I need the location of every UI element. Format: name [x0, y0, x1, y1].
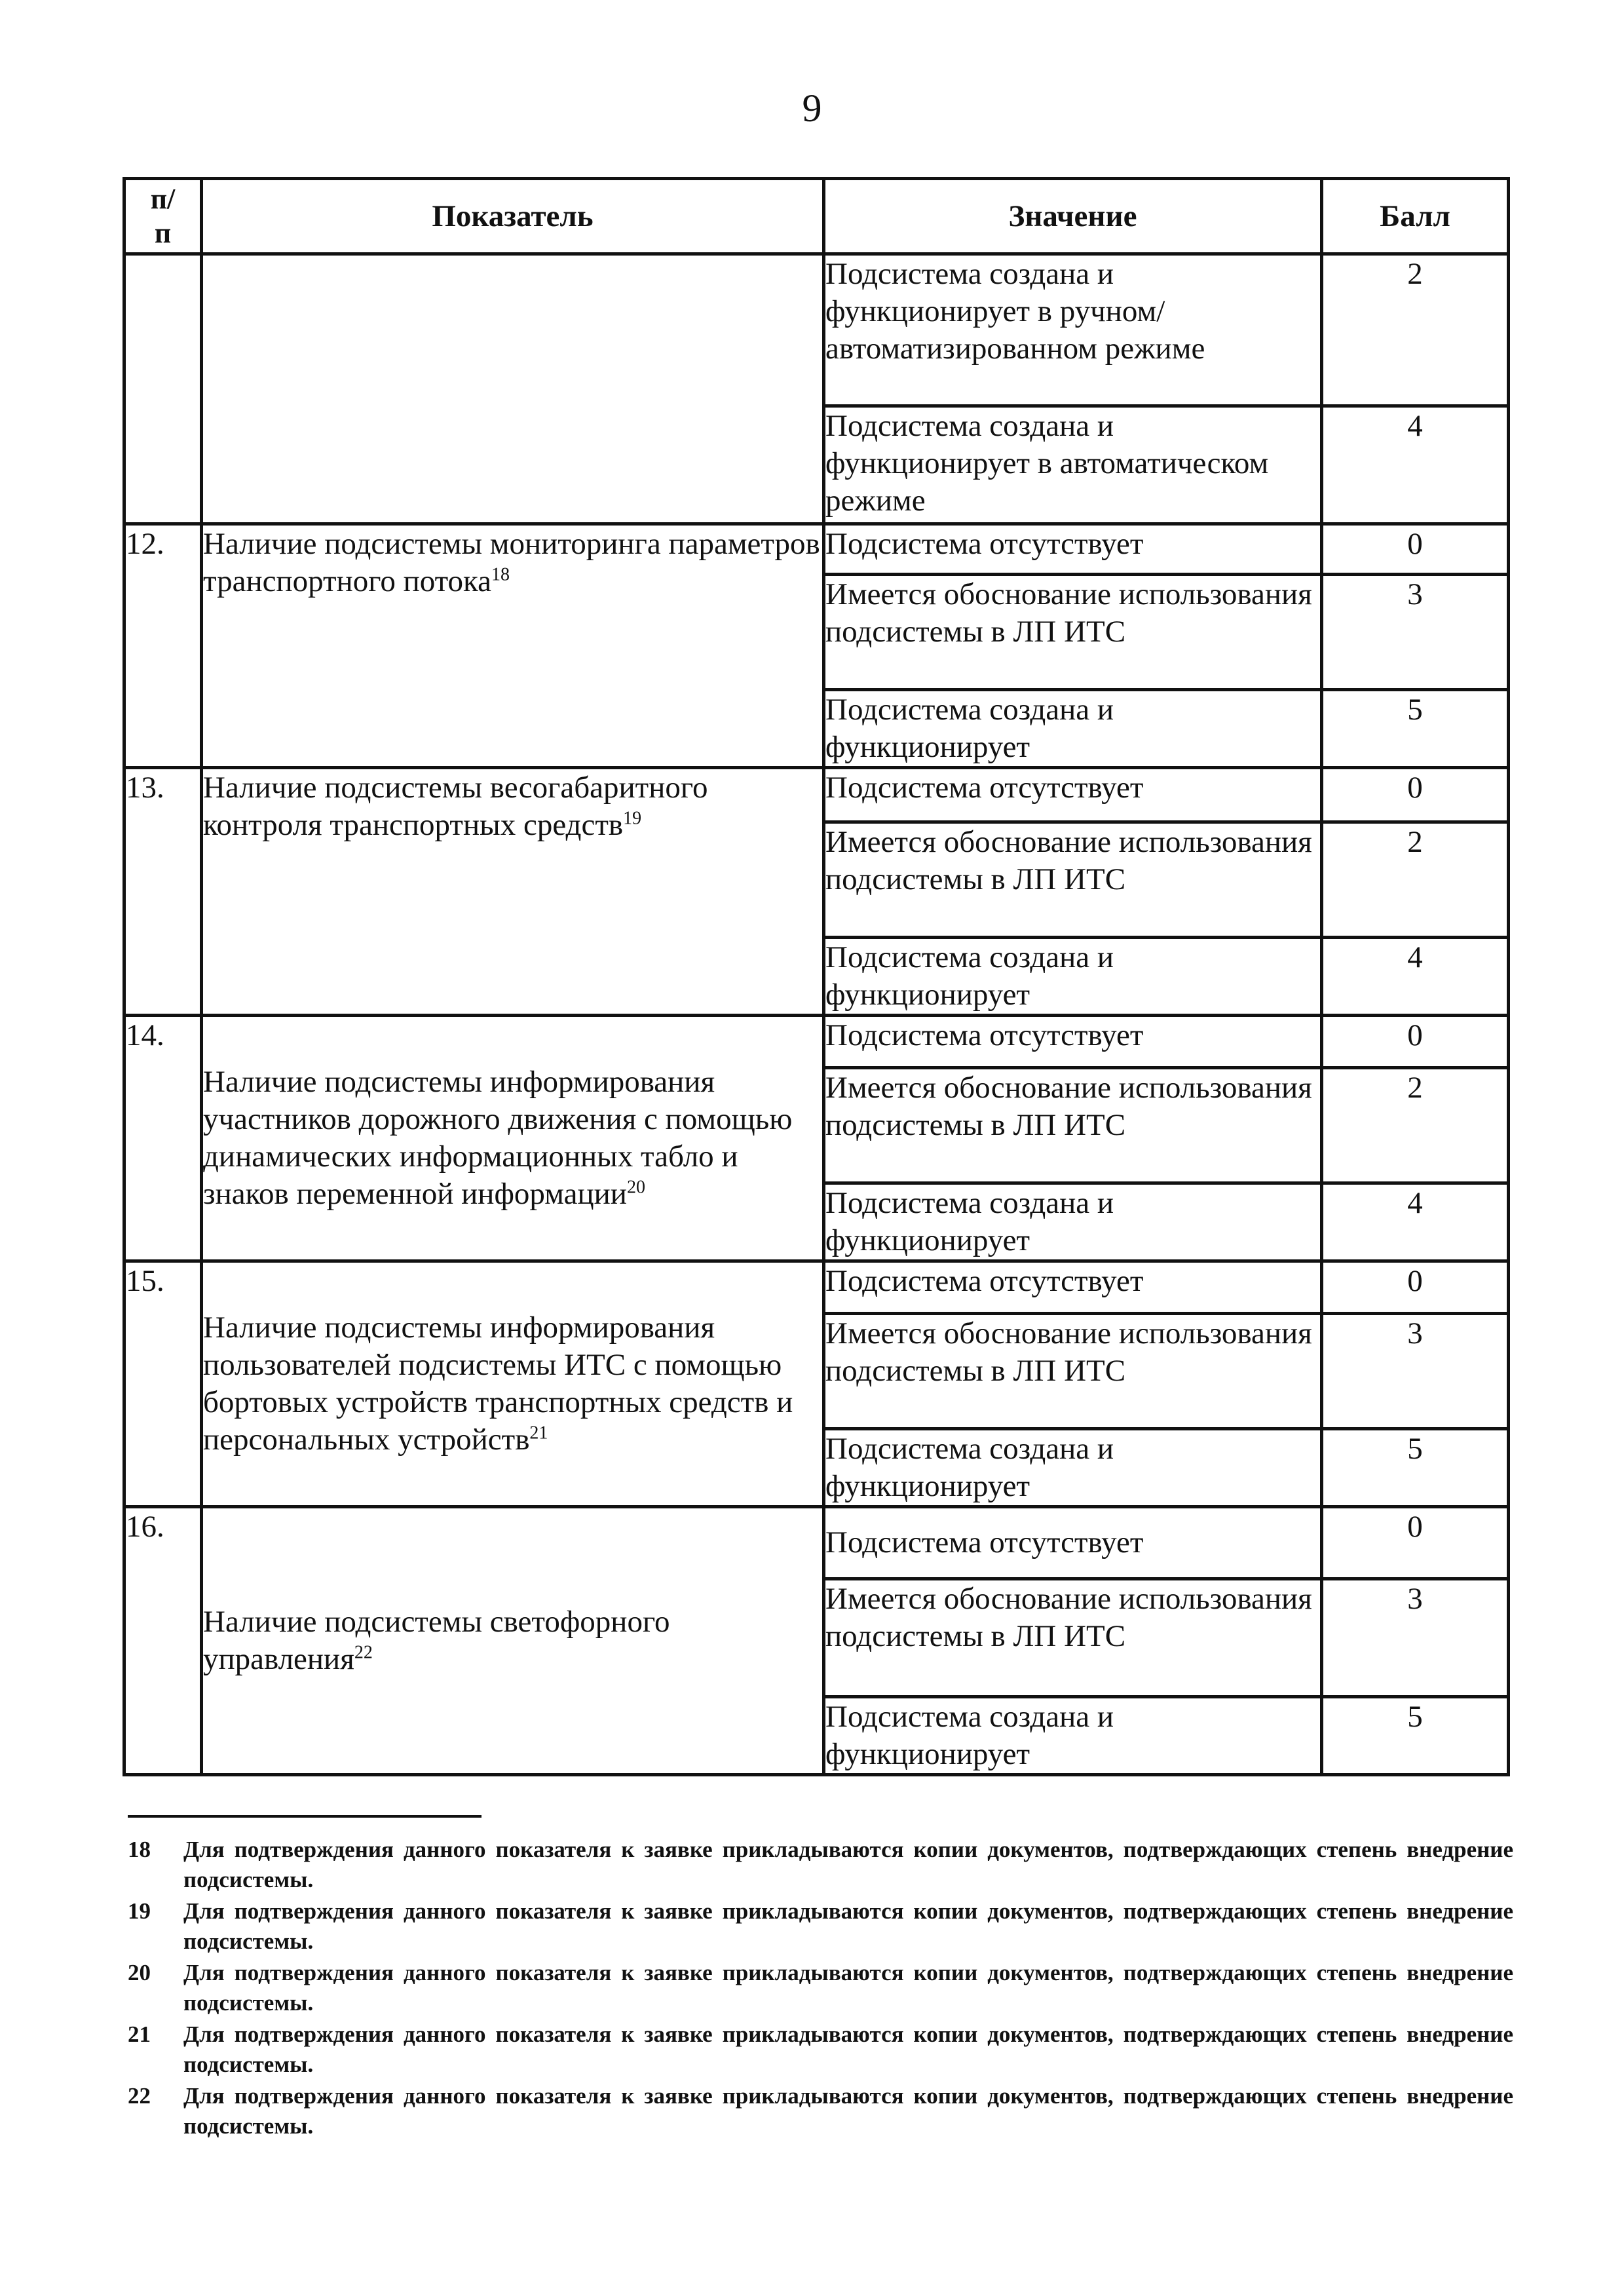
indicator-text: Наличие подсистемы светофорного управления: [203, 1605, 670, 1676]
score-cell: 3: [1322, 1314, 1509, 1429]
score-cell: 5: [1322, 1429, 1509, 1507]
footnote-number: 21: [128, 2021, 151, 2047]
value-cell: Подсистема создана и функционирует: [824, 690, 1322, 768]
footnote-number: 22: [128, 2083, 151, 2109]
value-cell: Подсистема отсутствует: [824, 768, 1322, 822]
footnote-ref: 22: [354, 1642, 373, 1663]
table-row: [124, 524, 1509, 575]
score-cell: 2: [1322, 254, 1509, 406]
score-cell: 5: [1322, 690, 1509, 768]
table-row: [124, 1261, 1509, 1314]
table-row: [124, 768, 1509, 822]
value-cell: Подсистема отсутствует: [824, 1507, 1322, 1579]
score-cell: 4: [1322, 938, 1509, 1016]
criteria-table: [123, 177, 1510, 1776]
header-number-line2: п: [154, 217, 172, 249]
value-cell: Подсистема создана и функционирует: [824, 1429, 1322, 1507]
indicator-cell: [202, 524, 824, 768]
footnote-ref: 19: [623, 808, 642, 829]
header-number-line1: п/: [150, 183, 176, 215]
indicator-cell: [202, 1261, 824, 1507]
footnote: [128, 1835, 1513, 1895]
continuation-number-cell: [124, 254, 202, 524]
score-cell: 2: [1322, 822, 1509, 938]
footnote-ref: 18: [491, 564, 510, 585]
indicator-text: Наличие подсистемы весогабаритного контроля транспортных средств: [203, 771, 708, 842]
row-number: 12.: [124, 524, 202, 768]
value-cell: Подсистема отсутствует: [824, 524, 1322, 575]
row-number: 15.: [124, 1261, 202, 1507]
score-cell: 0: [1322, 1261, 1509, 1314]
footnote-text: Для подтверждения данного показателя к заявке прикладываются копии документов, подтверждающих степень внедрение подсистемы.: [183, 1960, 1513, 2016]
value-cell: Имеется обоснование использования подсистемы в ЛП ИТС: [824, 1579, 1322, 1697]
table-row: [124, 1016, 1509, 1068]
score-cell: 4: [1322, 1183, 1509, 1261]
score-cell: 5: [1322, 1697, 1509, 1775]
score-cell: 0: [1322, 1016, 1509, 1068]
score-cell: 0: [1322, 1507, 1509, 1579]
score-cell: 3: [1322, 1579, 1509, 1697]
value-cell: Подсистема создана и функционирует: [824, 1697, 1322, 1775]
page-number: 9: [802, 86, 822, 130]
indicator-cell: [202, 768, 824, 1016]
header-number: [124, 179, 202, 254]
table-header-row: [124, 179, 1509, 254]
footnote: [128, 2081, 1513, 2141]
score-cell: 0: [1322, 768, 1509, 822]
footnote-number: 19: [128, 1898, 151, 1924]
indicator-text: Наличие подсистемы информирования пользователей подсистемы ИТС с помощью бортовых устройств транспортных средств и персональных устройств: [203, 1311, 793, 1457]
value-cell: Имеется обоснование использования подсистемы в ЛП ИТС: [824, 1068, 1322, 1183]
value-cell: Подсистема отсутствует: [824, 1016, 1322, 1068]
value-cell: Подсистема создана и функционирует: [824, 1183, 1322, 1261]
value-cell: Подсистема создана и функционирует: [824, 938, 1322, 1016]
table-row: [124, 1507, 1509, 1579]
score-cell: 0: [1322, 524, 1509, 575]
value-cell: Подсистема создана и функционирует в автоматическом режиме: [824, 406, 1322, 524]
score-cell: 3: [1322, 575, 1509, 690]
row-number: 14.: [124, 1016, 202, 1261]
footnote-text: Для подтверждения данного показателя к заявке прикладываются копии документов, подтверждающих степень внедрение подсистемы.: [183, 1898, 1513, 1954]
footnote-ref: 21: [529, 1423, 548, 1444]
indicator-text: Наличие подсистемы информирования участников дорожного движения с помощью динамических информационных табло и знаков переменной информации: [203, 1065, 793, 1211]
value-cell: Имеется обоснование использования подсистемы в ЛП ИТС: [824, 822, 1322, 938]
footnote-number: 18: [128, 1837, 151, 1862]
header-value: Значение: [824, 179, 1322, 254]
indicator-cell: [202, 1016, 824, 1261]
value-cell: Подсистема создана и функционирует в ручном/автоматизированном режиме: [824, 254, 1322, 406]
score-cell: 2: [1322, 1068, 1509, 1183]
continuation-indicator-cell: [202, 254, 824, 524]
value-cell: Имеется обоснование использования подсистемы в ЛП ИТС: [824, 1314, 1322, 1429]
value-cell: Подсистема отсутствует: [824, 1261, 1322, 1314]
table-row: [124, 254, 1509, 406]
header-indicator: Показатель: [202, 179, 824, 254]
score-cell: 4: [1322, 406, 1509, 524]
footnote-text: Для подтверждения данного показателя к заявке прикладываются копии документов, подтверждающих степень внедрение подсистемы.: [183, 2021, 1513, 2077]
header-score: Балл: [1322, 179, 1509, 254]
row-number: 13.: [124, 768, 202, 1016]
footnotes: [128, 1835, 1513, 2143]
value-cell: Имеется обоснование использования подсистемы в ЛП ИТС: [824, 575, 1322, 690]
footnote-text: Для подтверждения данного показателя к заявке прикладываются копии документов, подтверждающих степень внедрение подсистемы.: [183, 2083, 1513, 2139]
footnote-divider: [128, 1815, 482, 1818]
footnote: [128, 1958, 1513, 2018]
indicator-text: Наличие подсистемы мониторинга параметров транспортного потока: [203, 527, 820, 598]
footnote: [128, 2019, 1513, 2080]
indicator-cell: [202, 1507, 824, 1775]
row-number: 16.: [124, 1507, 202, 1775]
footnote-number: 20: [128, 1960, 151, 1985]
footnote-text: Для подтверждения данного показателя к заявке прикладываются копии документов, подтверждающих степень внедрение подсистемы.: [183, 1837, 1513, 1892]
footnote: [128, 1896, 1513, 1957]
footnote-ref: 20: [626, 1177, 645, 1198]
